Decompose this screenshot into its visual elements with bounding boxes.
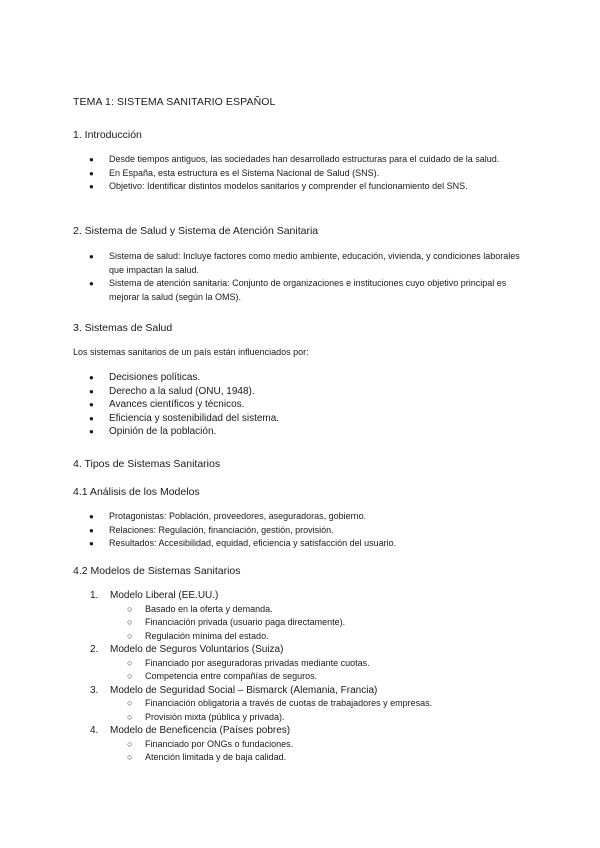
model-details [110, 738, 432, 765]
bullet-icon: ● [89, 427, 94, 436]
circle-bullet-icon: ○ [127, 617, 133, 627]
model-details [110, 657, 432, 684]
list-item: ● Derecho a la salud (ONU, 1948). [89, 385, 255, 397]
list-item: ● Objetivo: Identificar distintos modelos sanitarios y comprender el funcionamiento del SNS. [0, 180, 527, 194]
circle-bullet-icon: ○ [127, 630, 133, 641]
circle-bullet-icon: ○ [127, 671, 133, 681]
list-item: ○ Financiación obligatoria a través de cuotas de trabajadores y empresas. [0, 697, 432, 711]
list-item: ○ Regulación mínima del estado. [0, 630, 432, 644]
bullet-icon: ● [89, 539, 94, 548]
section-1-heading: 1. Introducción [73, 129, 142, 141]
section-4-1-list [0, 510, 527, 551]
model-details [110, 697, 432, 724]
circle-bullet-icon: ○ [127, 711, 133, 722]
bullet-icon: ● [89, 525, 94, 535]
bullet-icon: ● [89, 400, 94, 409]
bullet-icon: ● [89, 155, 94, 164]
list-item: ● Avances científicos y técnicos. [89, 399, 245, 410]
section-3-heading: 3. Sistemas de Salud [73, 322, 173, 334]
list-item: ● En España, esta estructura es el Sistema Nacional de Salud (SNS). [0, 167, 527, 181]
bullet-icon: ● [89, 512, 94, 521]
bullet-icon: ● [89, 168, 94, 178]
document-title: TEMA 1: SISTEMA SANITARIO ESPAÑOL [73, 96, 276, 108]
list-item: ● Relaciones: Regulación, financiación, gestión, provisión. [0, 524, 527, 538]
list-item: ○ Financiación privada (usuario paga directamente). [0, 616, 432, 630]
bullet-icon: ● [89, 386, 94, 396]
bullet-icon: ● [89, 413, 94, 423]
section-3-list [0, 371, 527, 439]
circle-bullet-icon: ○ [127, 698, 133, 708]
list-item: ● Resultados: Accesibilidad, equidad, eficiencia y satisfacción del usuario. [0, 537, 527, 551]
list-item: ○ Competencia entre compañías de seguros. [0, 670, 432, 684]
circle-bullet-icon: ○ [127, 752, 133, 762]
model-item: 4. Modelo de Beneficencia (Países pobres) ○ Financiado por ONGs o fundaciones. ○ Atención limitada y de baja calidad. [0, 724, 432, 765]
section-4-heading: 4. Tipos de Sistemas Sanitarios [73, 458, 221, 470]
list-item: ● Opinión de la población. [89, 426, 217, 437]
model-item: 2. Modelo de Seguros Voluntarios (Suiza) ○ Financiado por aseguradoras privadas mediante cuotas. ○ Competencia entre compañías de seguros. [0, 643, 432, 684]
bullet-icon: ● [89, 279, 94, 288]
circle-bullet-icon: ○ [127, 657, 133, 668]
circle-bullet-icon: ○ [127, 738, 133, 749]
section-4-2-heading: 4.2 Modelos de Sistemas Sanitarios [73, 565, 241, 577]
model-item: 3. Modelo de Seguridad Social – Bismarck (Alemania, Francia) ○ Financiación obligatoria a través de cuotas de trabajadores y empresas. ○ Provisión mixta (pública y privada). [0, 684, 432, 725]
model-item: 1. Modelo Liberal (EE.UU.) ○ Basado en la oferta y demanda. ○ Financiación privada (usuario paga directamente). ○ Regulación mínima del estado. [0, 589, 432, 643]
section-2-list [0, 250, 527, 304]
list-item: ○ Financiado por ONGs o fundaciones. [0, 738, 432, 752]
circle-bullet-icon: ○ [127, 603, 133, 614]
model-details [110, 603, 432, 644]
list-item: ○ Provisión mixta (pública y privada). [0, 711, 432, 725]
list-item: ● Sistema de salud: Incluye factores como medio ambiente, educación, vivienda, y condiciones laborales que impactan la salud. [89, 251, 520, 275]
section-4-1-heading: 4.1 Análisis de los Modelos [73, 486, 200, 498]
list-item: ● Protagonistas: Población, proveedores, aseguradoras, gobierno. [0, 510, 527, 524]
models-list [0, 589, 432, 765]
list-item: ○ Basado en la oferta y demanda. [0, 603, 432, 617]
section-1-list [0, 153, 527, 194]
list-item: ● Desde tiempos antiguos, las sociedades han desarrollado estructuras para el cuidado de la salud. [0, 153, 527, 167]
list-item: ○ Atención limitada y de baja calidad. [0, 751, 432, 765]
list-item: ● Sistema de atención sanitaria: Conjunto de organizaciones e instituciones cuyo objetivo principal es mejorar la salud (según la OMS). [89, 278, 507, 302]
list-item: ● Decisiones políticas. [89, 372, 201, 383]
section-3-intro: Los sistemas sanitarios de un país están influenciados por: [73, 347, 309, 357]
bullet-icon: ● [89, 373, 94, 382]
bullet-icon: ● [89, 252, 94, 261]
list-item: ○ Financiado por aseguradoras privadas mediante cuotas. [0, 657, 432, 671]
bullet-icon: ● [89, 182, 94, 191]
section-2-heading: 2. Sistema de Salud y Sistema de Atención Sanitaria [73, 225, 319, 237]
list-item: ● Eficiencia y sostenibilidad del sistema. [89, 412, 280, 424]
